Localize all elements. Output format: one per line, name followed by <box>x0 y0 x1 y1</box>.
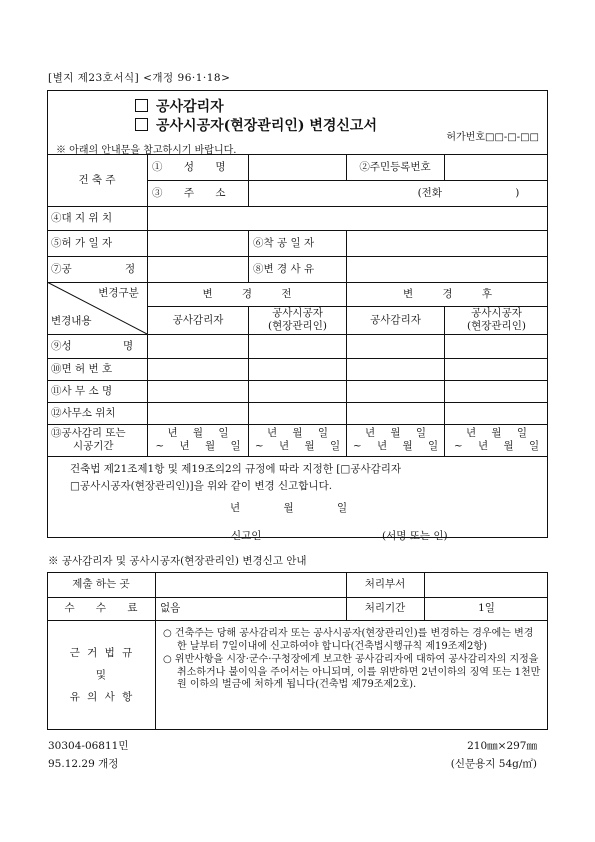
declaration-text <box>70 461 530 495</box>
phone-label: (전화 ) <box>417 186 520 199</box>
start-date-label: ⑥착 공 일 자 <box>253 236 315 249</box>
signature-label[interactable]: (서명 또는 인) <box>382 530 448 542</box>
period-after-supervisor[interactable]: 년 월 일 ~ 년 월 일 <box>352 427 439 452</box>
form-number: [별지 제23호서식] <개정 96·1·18> <box>48 72 231 84</box>
guide-title: ※ 공사감리자 및 공사시공자(현장관리인) 변경신고 안내 <box>48 555 307 567</box>
permit-number: 허가번호□□-□-□□ <box>446 132 539 143</box>
title-line-2: 공사시공자(현장관리인) 변경신고서 <box>156 118 377 134</box>
legal-basis-label: 근 거 법 규 및 유 의 사 항 <box>69 647 133 703</box>
checkbox-icon[interactable] <box>135 99 148 112</box>
permit-date-field[interactable] <box>148 230 248 256</box>
processing-period-label: 처리기간 <box>364 602 406 614</box>
change-content-label: 변경내용 <box>51 314 92 327</box>
before-header: 변 경 전 <box>202 287 292 300</box>
before-constructor-header: 공사시공자 (현장관리인) <box>268 307 327 332</box>
permit-date-label: ⑤허 가 일 자 <box>51 236 113 249</box>
department-label: 처리부서 <box>364 578 406 590</box>
submit-to-value <box>156 572 346 597</box>
change-category-label: 변경구분 <box>98 286 139 299</box>
start-date-field[interactable] <box>347 230 548 256</box>
declaration-line-1: 건축법 제21조제1항 및 제19조의2의 규정에 따라 지정한 [□공사감리자 <box>70 463 402 475</box>
declaration-line-2: □공사시공자(현장관리인)]을 위와 같이 변경 신고합니다. <box>70 480 333 492</box>
fee-value: 없음 <box>160 602 181 614</box>
legal-notes <box>163 628 543 693</box>
rrn-field[interactable] <box>445 154 548 180</box>
form-title-2 <box>135 115 377 135</box>
revision-date: 95.12.29 개정 <box>48 758 119 770</box>
rrn-label: ②주민등록번호 <box>359 160 431 173</box>
after-supervisor-header: 공사감리자 <box>370 313 421 326</box>
address-label: ③ 주 소 <box>152 186 235 199</box>
row-license-label: ⑩면 허 번 호 <box>51 362 113 375</box>
reason-label: ⑧변 경 사 유 <box>253 262 315 275</box>
after-constructor-header: 공사시공자 (현장관리인) <box>467 307 526 332</box>
fee-label: 수 수 료 <box>64 602 138 614</box>
form-code: 30304-06811민 <box>48 740 129 752</box>
declaration-date[interactable]: 년 월 일 <box>230 502 348 514</box>
owner-label: 건 축 주 <box>78 173 116 186</box>
period-before-constructor[interactable]: 년 월 일 ~ 년 월 일 <box>254 427 341 452</box>
reason-field[interactable] <box>347 256 548 282</box>
applicant-label: 신고인 <box>231 530 262 542</box>
reference-note: ※ 아래의 안내문을 참고하시기 바랍니다. <box>56 145 237 156</box>
name-label: ① 성 명 <box>152 160 235 173</box>
after-header: 변 경 후 <box>402 287 493 300</box>
site-field[interactable] <box>148 206 548 230</box>
paper-size: 210㎜×297㎜ <box>467 740 537 752</box>
checkbox-icon[interactable] <box>135 118 148 131</box>
before-supervisor-header: 공사감리자 <box>172 313 224 326</box>
period-after-constructor[interactable]: 년 월 일 ~ 년 월 일 <box>453 427 540 452</box>
site-label: ④대 지 위 치 <box>51 211 113 224</box>
form-title-1 <box>135 96 224 116</box>
processing-period-value: 1일 <box>478 602 495 614</box>
row-period-label: ⑬공사감리 또는 시공기간 <box>51 427 126 452</box>
row-name-label: ⑨성 명 <box>51 339 134 352</box>
department-value <box>425 572 548 597</box>
period-before-supervisor[interactable]: 년 월 일 ~ 년 월 일 <box>155 427 241 452</box>
legal-note-1: ○ 건축주는 당해 공사감리자 또는 공사시공자(현장관리인)를 변경하는 경우에는 변경한 날부터 7일이내에 신고하여야 합니다(건축법시행규칙 제19조제2항) <box>163 628 534 652</box>
title-line-1: 공사감리자 <box>156 99 224 115</box>
address-field[interactable] <box>249 180 548 206</box>
name-field[interactable] <box>249 154 346 180</box>
submit-to-label: 제출 하는 곳 <box>72 578 130 590</box>
row-office-label: ⑪사 무 소 명 <box>51 384 113 397</box>
row-office-location-label: ⑫사무소 위치 <box>51 406 116 419</box>
legal-note-2: ○ 위반사항을 시장·군수·구청장에게 보고한 공사감리자에 대하여 공사감리자의 지정을 취소하거나 불이익을 주어서는 아니되며, 이를 위반하면 2년이하의 징역 또는 1천만원 이하의 벌금에 처하게 됩니다(건축법 제79조제2호). <box>163 654 541 690</box>
work-label: ⑦공 정 <box>51 262 136 275</box>
paper-type: (신문용지 54g/㎡) <box>450 758 537 770</box>
work-field[interactable] <box>148 256 248 282</box>
